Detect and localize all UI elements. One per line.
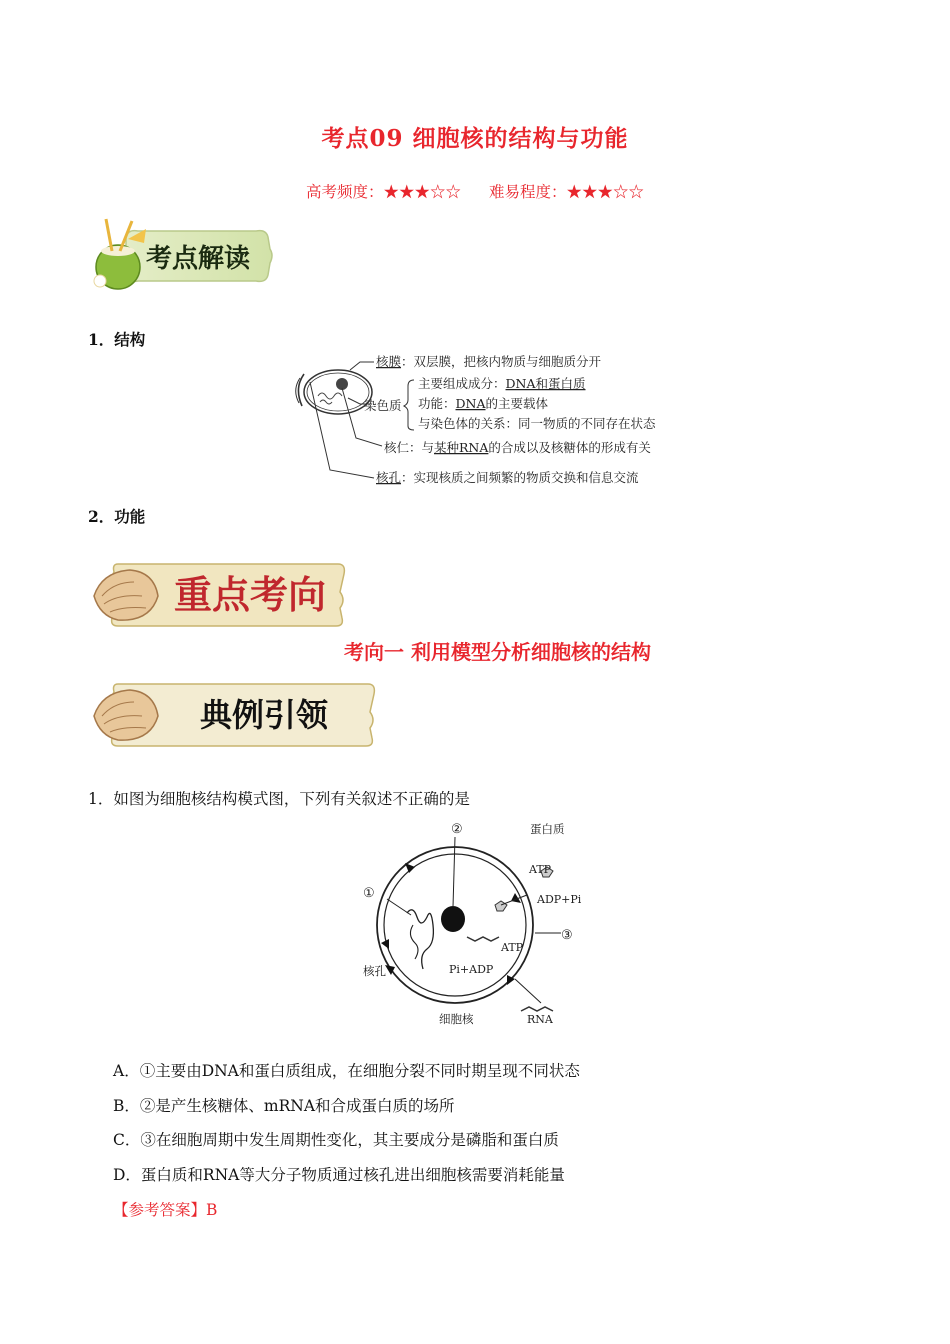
label-3: ③ xyxy=(561,928,573,943)
nucleus-sketch-icon xyxy=(296,370,372,414)
page-title: 考点09 细胞核的结构与功能 xyxy=(321,125,629,152)
label-protein: 蛋白质 xyxy=(530,822,565,836)
option-c: C．③在细胞周期中发生周期性变化，其主要成分是磷脂和蛋白质 xyxy=(113,1131,559,1149)
hekong-label: 核孔 xyxy=(376,470,402,485)
rsz-line2-prefix: 功能： xyxy=(418,396,456,411)
difficulty-label: 难易程度：★★★☆☆ xyxy=(489,183,645,201)
svg-text:主要组成成分：DNA和蛋白质 xyxy=(418,376,586,391)
zhongdian-banner xyxy=(88,552,353,632)
label-rna: RNA xyxy=(527,1013,553,1026)
question-stem: 1．如图为细胞核结构模式图，下列有关叙述不正确的是 xyxy=(88,790,470,808)
zhongdian-title: 重点考向 xyxy=(174,572,327,617)
heren-suffix: 的合成以及核糖体的形成有关 xyxy=(488,440,651,455)
kaodian-title: 考点解读 xyxy=(146,244,251,274)
chromatin-icon xyxy=(407,910,433,969)
label-1: ① xyxy=(363,886,375,901)
hemo-text: ：双层膜，把核内物质与细胞质分开 xyxy=(401,354,602,369)
label-adp-bottom: Pi+ADP xyxy=(449,963,494,976)
rsz-label: 染色质 xyxy=(364,398,402,413)
rsz-line3: 与染色体的关系：同一物质的不同存在状态 xyxy=(418,416,656,431)
label-nucleus: 细胞核 xyxy=(439,1012,474,1026)
option-b: B．②是产生核糖体、mRNA和合成蛋白质的场所 xyxy=(113,1097,455,1115)
heren-prefix: 核仁：与 xyxy=(384,440,435,455)
dianli-banner xyxy=(88,674,383,752)
heren-value: 某种RNA xyxy=(434,440,489,455)
rsz-line1-value: DNA和蛋白质 xyxy=(505,376,586,391)
section-structure: 1．结构 xyxy=(88,330,146,349)
direction-title: 考向一 利用模型分析细胞核的结构 xyxy=(344,640,651,664)
section-function: 2．功能 xyxy=(88,507,146,526)
rsz-line2-suffix: 的主要载体 xyxy=(485,396,549,411)
reference-answer: 【参考答案】B xyxy=(113,1201,218,1219)
option-d: D．蛋白质和RNA等大分子物质通过核孔进出细胞核需要消耗能量 xyxy=(113,1166,565,1184)
rsz-line1-prefix: 主要组成成分： xyxy=(418,376,506,391)
structure-diagram xyxy=(290,348,670,488)
svg-text:核孔：实现核质之间频繁的物质交换和信息交流 xyxy=(376,470,639,485)
difficulty-line xyxy=(0,180,950,202)
shell-icon xyxy=(94,690,158,740)
label-nuclear-pore: 核孔 xyxy=(363,964,386,978)
svg-text:核仁：与某种RNA的合成以及核糖体的形成有关 xyxy=(384,440,651,455)
hekong-text: ：实现核质之间频繁的物质交换和信息交流 xyxy=(401,470,639,485)
frequency-label: 高考频度：★★★☆☆ xyxy=(305,183,461,201)
option-a: A．①主要由DNA和蛋白质组成，在细胞分裂不同时期呈现不同状态 xyxy=(113,1062,580,1080)
hemo-label: 核膜 xyxy=(376,354,402,369)
rsz-line2-value: DNA xyxy=(455,396,486,411)
label-atp-bottom: ATP xyxy=(501,941,524,954)
svg-text:功能：DNA的主要载体 xyxy=(418,396,549,411)
label-adp-top: ADP+Pi xyxy=(537,893,582,906)
nucleolus-icon xyxy=(441,906,465,932)
kaodian-banner xyxy=(88,215,278,295)
svg-text:核膜：双层膜，把核内物质与细胞质分开 xyxy=(376,354,602,369)
dianli-title: 典例引领 xyxy=(200,696,329,734)
label-2: ② xyxy=(451,822,463,837)
nucleus-figure xyxy=(355,815,595,1030)
shell-icon xyxy=(94,570,158,620)
label-atp-top: ATP xyxy=(529,863,552,876)
